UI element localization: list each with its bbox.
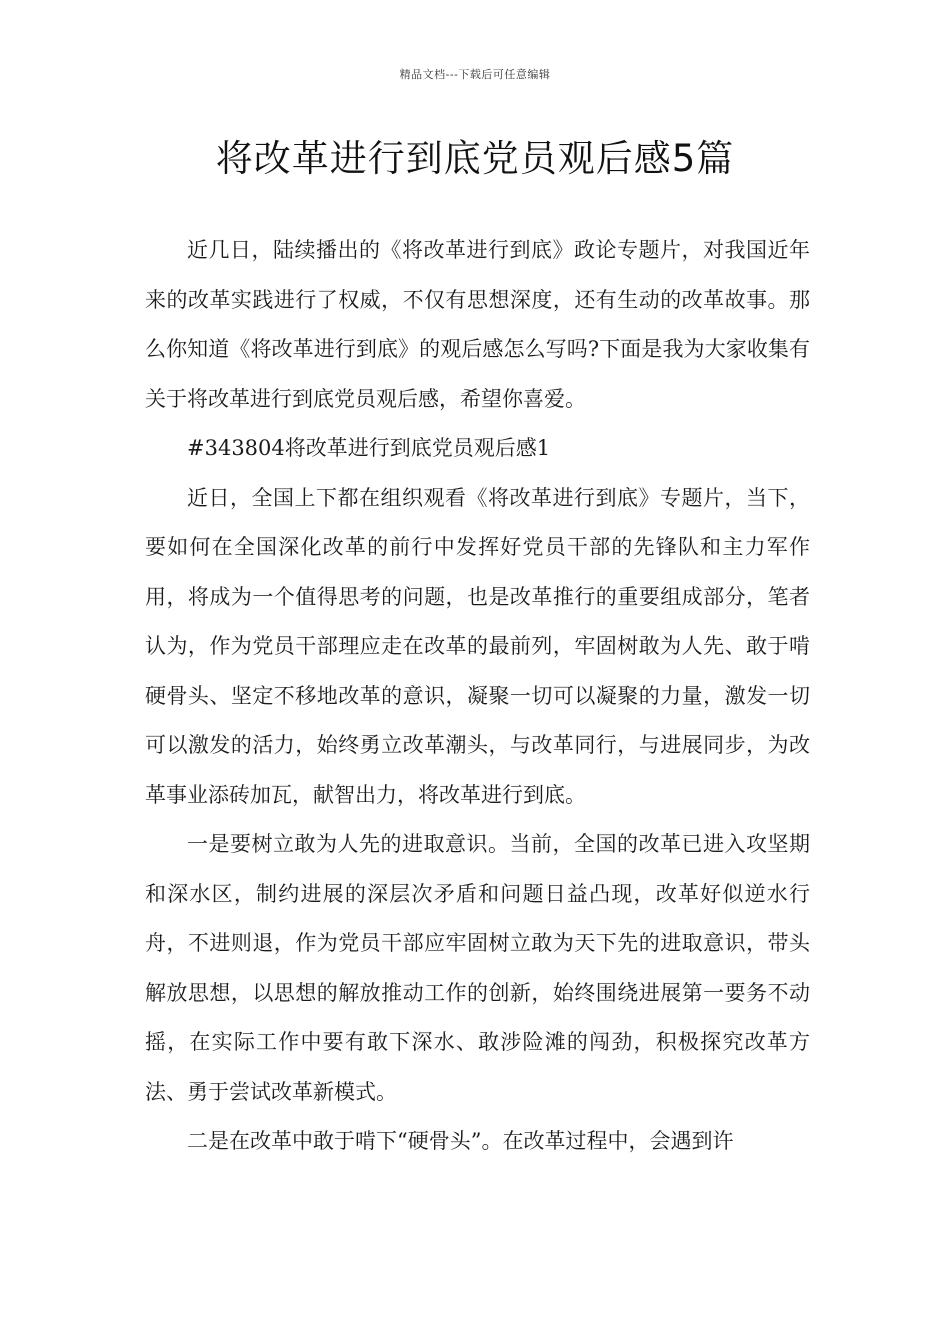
section-heading: #343804将改革进行到底党员观后感1 <box>187 436 551 460</box>
page-title: 将改革进行到底党员观后感5篇 <box>215 137 735 180</box>
intro-paragraph: 近几日，陆续播出的《将改革进行到底》政论专题片，对我国近年来的改革实践进行了权威，不仅有思想深度，还有生动的改革故事。那么你知道《将改革进行到底》的观后感怎么写吗?下面是我为大家收集有关于将改革进行到底党员观后感，希望你喜爱。 <box>145 238 810 411</box>
header-note: 精品文档---下载后可任意编辑 <box>399 68 551 81</box>
body-paragraph: 二是在改革中敢于啃下“硬骨头”。在改革过程中，会遇到许 <box>187 1129 734 1153</box>
body-paragraph: 一是要树立敢为人先的进取意识。当前，全国的改革已进入攻坚期和深水区，制约进展的深层次矛盾和问题日益凸现，改革好似逆水行舟，不进则退，作为党员干部应牢固树立敢为天下先的进取意识，带头解放思想，以思想的解放推动工作的创新，始终围绕进展第一要务不动摇，在实际工作中要有敢下深水、敢涉险滩的闯劲，积极探究改革方法、勇于尝试改革新模式。 <box>145 832 810 1104</box>
body-paragraph: 近日，全国上下都在组织观看《将改革进行到底》专题片，当下，要如何在全国深化改革的前行中发挥好党员干部的先锋队和主力军作用，将成为一个值得思考的问题，也是改革推行的重要组成部分，笔者认为，作为党员干部理应走在改革的最前列，牢固树敢为人先、敢于啃硬骨头、坚定不移地改革的意识，凝聚一切可以凝聚的力量，激发一切可以激发的活力，始终勇立改革潮头，与改革同行，与进展同步，为改革事业添砖加瓦，献智出力，将改革进行到底。 <box>145 485 810 807</box>
document-body <box>145 226 810 1167</box>
